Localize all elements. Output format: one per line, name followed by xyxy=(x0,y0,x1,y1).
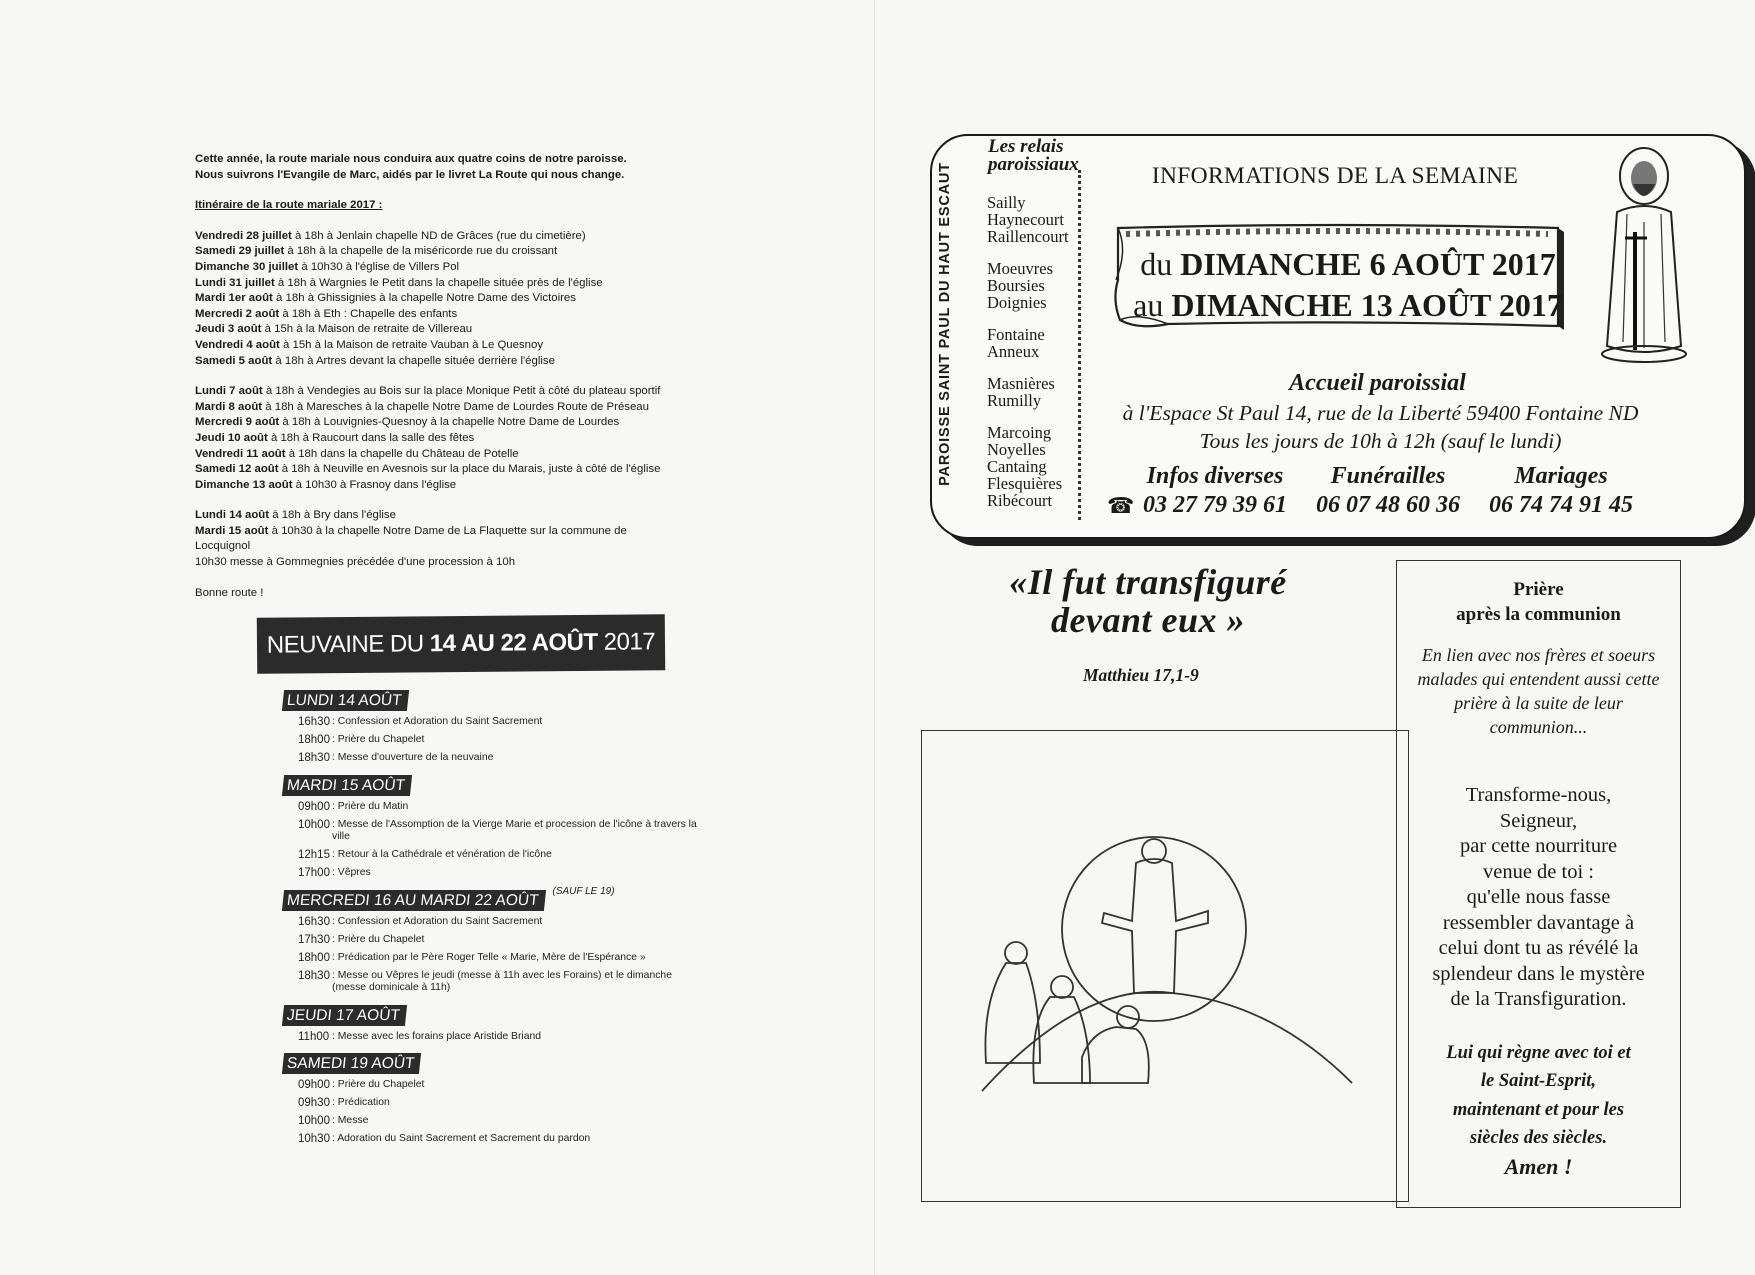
gospel-title-line: devant eux » xyxy=(1051,600,1245,640)
prayer-line: ressembler davantage à xyxy=(1442,911,1635,934)
relais-town: Anneux xyxy=(987,342,1040,361)
itinerary-line xyxy=(195,555,755,571)
closing-text: Bonne route ! xyxy=(195,586,264,599)
itinerary-detail: à 18h à Ghissignies à la chapelle Notre Dame des Victoires xyxy=(272,292,576,305)
itinerary-day: Vendredi 11 août xyxy=(195,447,286,460)
contact-phone: 06 74 74 91 45 xyxy=(1489,492,1633,518)
right-page xyxy=(875,0,1755,1275)
itinerary-detail: à 18h à Neuville en Avesnois sur la place du Marais, juste à côté de l'église xyxy=(278,463,661,476)
left-page xyxy=(0,0,875,1275)
schedule-time: 16h30 xyxy=(298,716,330,728)
route-mariale-text xyxy=(195,152,755,601)
schedule-time: 17h00 xyxy=(298,867,330,880)
itinerary-line xyxy=(195,229,755,245)
neuvaine-day-header xyxy=(283,1001,703,1031)
date-to xyxy=(1118,287,1578,324)
schedule-text: : Vêpres xyxy=(332,867,371,879)
relais-title-line: Les relais xyxy=(988,136,1064,157)
day-label: MARDI 15 AOÛT xyxy=(282,775,412,796)
itinerary-detail: à 18h à Artres devant la chapelle située derrière l'église xyxy=(272,354,555,367)
itinerary-day: Jeudi 3 août xyxy=(195,323,262,336)
itinerary-line xyxy=(195,524,755,540)
schedule-text: : Messe de l'Assomption de la Vierge Marie et procession de l'icône à travers la ville xyxy=(332,818,697,843)
date-prefix: du xyxy=(1140,246,1181,282)
relais-town: Raillencourt xyxy=(987,227,1069,246)
itinerary-detail: à 18h à Raucourt dans la salle des fêtes xyxy=(267,431,475,444)
schedule-row xyxy=(298,1097,703,1109)
day-label: SAMEDI 19 AOÛT xyxy=(282,1053,422,1074)
relais-title-line: paroissiaux xyxy=(988,154,1079,175)
schedule-row xyxy=(298,934,703,946)
spacer xyxy=(195,369,755,384)
schedule-row xyxy=(298,916,703,928)
itinerary-day: Lundi 14 août xyxy=(195,509,270,522)
prayer-title-line: Prière xyxy=(1513,579,1564,600)
prayer-line: de la Transfiguration. xyxy=(1450,988,1627,1010)
schedule-row xyxy=(298,1133,703,1145)
itinerary-line xyxy=(195,307,755,323)
relais-town: Sailly xyxy=(987,193,1026,212)
schedule-text: : Messe d'ouverture de la neuvaine xyxy=(332,752,494,764)
relais-town: Noyelles xyxy=(987,440,1046,459)
schedule-row xyxy=(298,752,703,764)
intro-line: Nous suivrons l'Evangile de Marc, aidés par le livret La Route qui nous change. xyxy=(195,168,625,181)
schedule-text: : Prière du Matin xyxy=(332,800,409,812)
itinerary-day: Mercredi 9 août xyxy=(195,416,280,429)
itinerary-day: Vendredi 28 juillet xyxy=(195,229,292,242)
parish-name: PAROISSE SAINT PAUL DU HAUT ESCAUT xyxy=(937,162,953,486)
date-main: DIMANCHE 6 AOÛT 2017 xyxy=(1180,246,1556,282)
itinerary-line xyxy=(195,260,755,276)
relais-group xyxy=(987,260,1069,311)
itinerary-detail: à 15h à la Maison de retraite de Villereau xyxy=(261,323,473,336)
relais-title xyxy=(988,138,1079,174)
itinerary-day: Lundi 31 juillet xyxy=(195,276,275,289)
contact-item xyxy=(1489,462,1633,520)
schedule-time: 16h30 xyxy=(298,915,330,928)
date-prefix: au xyxy=(1133,287,1172,323)
relais-town: Boursies xyxy=(987,276,1045,295)
neuvaine-day-header xyxy=(283,886,703,916)
schedule-text: : Prédication xyxy=(332,1097,390,1109)
accueil-address: à l'Espace St Paul 14, rue de la Liberté 59400 Fontaine ND xyxy=(1122,401,1639,425)
prayer-ending-line: siècles des siècles. xyxy=(1469,1128,1608,1148)
itinerary-detail: à 15h à la Maison de retraite Vauban à Le Quesnoy xyxy=(279,338,544,351)
schedule-row xyxy=(298,734,703,746)
schedule-text: : Prière du Chapelet xyxy=(332,1078,425,1090)
itinerary-line xyxy=(195,244,755,260)
itinerary-day: Samedi 29 juillet xyxy=(195,245,285,258)
itinerary-detail: à 18h à Jenlain chapelle ND de Grâces (rue du cimetière) xyxy=(291,229,586,242)
prayer-line: venue de toi : xyxy=(1482,860,1594,883)
relais-list xyxy=(987,194,1069,524)
itinerary-day: Vendredi 4 août xyxy=(195,338,280,351)
schedule-row xyxy=(298,1031,703,1043)
itinerary-day: Jeudi 10 août xyxy=(195,431,268,444)
transfiguration-illustration xyxy=(921,730,1409,1202)
schedule-time: 12h15 xyxy=(298,849,330,862)
prayer-ending-line: Lui qui règne avec toi et xyxy=(1446,1042,1631,1063)
phone-icon: ☎ xyxy=(1107,493,1135,518)
contact-item xyxy=(1316,462,1460,520)
itinerary-line xyxy=(195,478,755,494)
itinerary-line xyxy=(195,462,755,478)
schedule-time: 17h30 xyxy=(298,933,330,946)
schedule-text: : Prédication par le Père Roger Telle « Marie, Mère de l'Espérance » xyxy=(332,952,646,964)
relais-group xyxy=(987,194,1069,245)
saint-paul-icon xyxy=(1597,142,1691,368)
dotted-divider xyxy=(1078,170,1087,520)
itinerary-detail: 10h30 messe à Gommegnies précédée d'une procession à 10h xyxy=(195,556,516,569)
itinerary-line xyxy=(195,400,755,416)
prayer-line: Transforme-nous, xyxy=(1465,784,1612,806)
intro-line: Cette année, la route mariale nous conduira aux quatre coins de notre paroisse. xyxy=(195,153,627,165)
day-label: JEUDI 17 AOÛT xyxy=(282,1005,407,1026)
itinerary-detail: à 10h30 à la chapelle Notre Dame de La Flaquette sur la commune de xyxy=(268,524,627,537)
itinerary-day: Lundi 7 août xyxy=(195,385,263,398)
schedule-row xyxy=(298,716,703,728)
relais-town: Doignies xyxy=(987,293,1047,312)
relais-town: Fontaine xyxy=(987,325,1045,344)
relais-town: Ribécourt xyxy=(987,491,1053,510)
spacer xyxy=(195,493,755,508)
prayer-box xyxy=(1396,560,1681,1208)
schedule-row xyxy=(298,801,703,813)
itinerary-line xyxy=(195,291,755,307)
schedule-time: 11h00 xyxy=(298,1030,330,1043)
relais-town: Moeuvres xyxy=(987,259,1053,278)
prayer-intro: En lien avec nos frères et soeurs malades qui entendent aussi cette prière à la suite de leur communion... xyxy=(1417,645,1660,737)
itinerary-day: Dimanche 13 août xyxy=(195,478,293,491)
neuvaine-banner xyxy=(257,614,665,674)
prayer-line: Seigneur, xyxy=(1499,809,1578,832)
prayer-ending-line: le Saint-Esprit, xyxy=(1480,1071,1597,1091)
schedule-time: 09h00 xyxy=(298,800,330,813)
itinerary-heading: Itinéraire de la route mariale 2017 : xyxy=(195,199,383,212)
relais-town: Rumilly xyxy=(987,391,1042,410)
neuvaine-schedule xyxy=(283,686,703,1152)
neuvaine-day-header xyxy=(283,771,703,801)
schedule-time: 18h30 xyxy=(298,752,330,765)
schedule-row xyxy=(298,1115,703,1127)
accueil-title: Accueil paroissial xyxy=(1289,370,1466,396)
date-main: DIMANCHE 13 AOÛT 2017 xyxy=(1171,287,1563,323)
itinerary-line xyxy=(195,539,755,555)
schedule-text: : Confession et Adoration du Saint Sacrement xyxy=(332,915,543,927)
relais-town: Flesquières xyxy=(987,474,1063,493)
gospel-title xyxy=(983,563,1313,639)
day-note: (SAUF LE 19) xyxy=(552,885,615,897)
itinerary-detail: à 18h à Louvignies-Quesnoy à la chapelle Notre Dame de Lourdes xyxy=(279,416,620,429)
itinerary-line xyxy=(195,508,755,524)
itinerary-detail: à 18h à Wargnies le Petit dans la chapelle située près de l'église xyxy=(274,276,603,289)
prayer-title xyxy=(1397,577,1680,627)
relais-town: Marcoing xyxy=(987,423,1052,442)
prayer-ending xyxy=(1403,1039,1674,1182)
schedule-text: : Prière du Chapelet xyxy=(332,734,425,746)
schedule-time: 09h30 xyxy=(298,1097,330,1110)
itinerary-list xyxy=(195,229,755,571)
schedule-time: 10h30 xyxy=(298,1133,330,1146)
contact-phone: 06 07 48 60 36 xyxy=(1316,492,1460,518)
prayer-line: qu'elle nous fasse xyxy=(1466,886,1611,908)
neuvaine-day-header xyxy=(283,686,703,716)
itinerary-detail: à 10h30 à l'église de Villers Pol xyxy=(298,260,460,273)
schedule-row xyxy=(298,849,703,861)
itinerary-detail: à 18h dans la chapelle du Château de Potelle xyxy=(285,447,519,460)
prayer-body xyxy=(1403,783,1674,1013)
contact-label: Mariages xyxy=(1514,463,1608,489)
schedule-text: : Confession et Adoration du Saint Sacrement xyxy=(332,716,543,727)
schedule-row xyxy=(298,819,703,843)
schedule-text: : Prière du Chapelet xyxy=(332,933,425,945)
itinerary-detail: Locquignol xyxy=(195,540,251,553)
itinerary-line xyxy=(195,384,755,400)
contact-item xyxy=(1143,462,1287,520)
itinerary-detail: à 18h à Vendegies au Bois sur la place Monique Petit à côté du plateau sportif xyxy=(262,385,661,398)
schedule-row xyxy=(298,867,703,879)
relais-town: Haynecourt xyxy=(987,210,1064,229)
prayer-title-line: après la communion xyxy=(1456,604,1621,625)
relais-group xyxy=(987,326,1069,360)
schedule-time: 10h00 xyxy=(298,1115,330,1128)
relais-group xyxy=(987,375,1069,409)
itinerary-line xyxy=(195,354,755,370)
relais-town: Cantaing xyxy=(987,457,1047,476)
prayer-line: splendeur dans le mystère xyxy=(1432,962,1645,985)
relais-group xyxy=(987,424,1069,509)
schedule-time: 18h30 xyxy=(298,970,330,983)
itinerary-day: Samedi 5 août xyxy=(195,354,273,367)
contact-label: Funérailles xyxy=(1330,463,1446,489)
itinerary-day: Mardi 15 août xyxy=(195,524,269,537)
schedule-text: : Adoration du Saint Sacrement et Sacrement du pardon xyxy=(332,1133,591,1145)
itinerary-detail: à 18h à la chapelle de la miséricorde rue du croissant xyxy=(284,245,558,258)
schedule-text: : Messe xyxy=(332,1115,369,1127)
schedule-time: 10h00 xyxy=(298,818,330,831)
schedule-row xyxy=(298,952,703,964)
banner-pre: NEUVAINE DU xyxy=(266,630,430,659)
itinerary-line xyxy=(195,322,755,338)
relais-town: Masnières xyxy=(987,374,1055,393)
banner-year: 2017 xyxy=(597,628,656,656)
schedule-text: : Retour à la Cathédrale et vénération de l'icône xyxy=(332,849,552,861)
itinerary-line xyxy=(195,338,755,354)
banner-dates: 14 AU 22 AOÛT xyxy=(429,628,598,658)
itinerary-line xyxy=(195,447,755,463)
amen: Amen ! xyxy=(1504,1153,1573,1179)
itinerary-day: Mercredi 2 août xyxy=(195,307,280,320)
gospel-reference: Matthieu 17,1-9 xyxy=(1083,665,1199,685)
schedule-text: : Messe ou Vêpres le jeudi (messe à 11h avec les Forains) et le dimanche (messe dominicale à 11h) xyxy=(332,970,672,994)
schedule-row xyxy=(298,1079,703,1091)
itinerary-day: Dimanche 30 juillet xyxy=(195,260,299,273)
itinerary-detail: à 18h à Eth : Chapelle des enfants xyxy=(279,307,458,320)
contacts xyxy=(1143,462,1633,520)
day-label: LUNDI 14 AOÛT xyxy=(282,690,409,711)
itinerary-detail: à 10h30 à Frasnoy dans l'église xyxy=(292,478,457,491)
schedule-time: 18h00 xyxy=(298,952,330,965)
contact-phone: 03 27 79 39 61 xyxy=(1143,492,1287,518)
day-label: MERCREDI 16 AU MARDI 22 AOÛT xyxy=(282,890,546,911)
itinerary-line xyxy=(195,276,755,292)
itinerary-day: Samedi 12 août xyxy=(195,463,279,476)
gospel-title-line: «Il fut transfiguré xyxy=(1009,562,1287,602)
itinerary-line xyxy=(195,415,755,431)
itinerary-line xyxy=(195,431,755,447)
date-from xyxy=(1118,246,1578,283)
info-title: INFORMATIONS DE LA SEMAINE xyxy=(1151,163,1519,189)
contact-label: Infos diverses xyxy=(1146,463,1284,489)
itinerary-detail: à 18h à Maresches à la chapelle Notre Dame de Lourdes Route de Préseau xyxy=(262,400,649,413)
prayer-line: par cette nourriture xyxy=(1459,835,1618,857)
itinerary-detail: à 18h à Bry dans l'église xyxy=(269,509,396,522)
itinerary-day: Mardi 8 août xyxy=(195,400,263,413)
schedule-time: 09h00 xyxy=(298,1078,330,1091)
prayer-ending-line: maintenant et pour les xyxy=(1452,1099,1625,1120)
schedule-text: : Messe avec les forains place Aristide Briand xyxy=(332,1030,542,1042)
neuvaine-day-header xyxy=(283,1049,703,1079)
accueil-hours: Tous les jours de 10h à 12h (sauf le lundi) xyxy=(1199,429,1562,453)
itinerary-day: Mardi 1er août xyxy=(195,292,273,305)
prayer-line: celui dont tu as révélé la xyxy=(1438,937,1639,959)
schedule-row xyxy=(298,970,703,994)
schedule-time: 18h00 xyxy=(298,734,330,747)
